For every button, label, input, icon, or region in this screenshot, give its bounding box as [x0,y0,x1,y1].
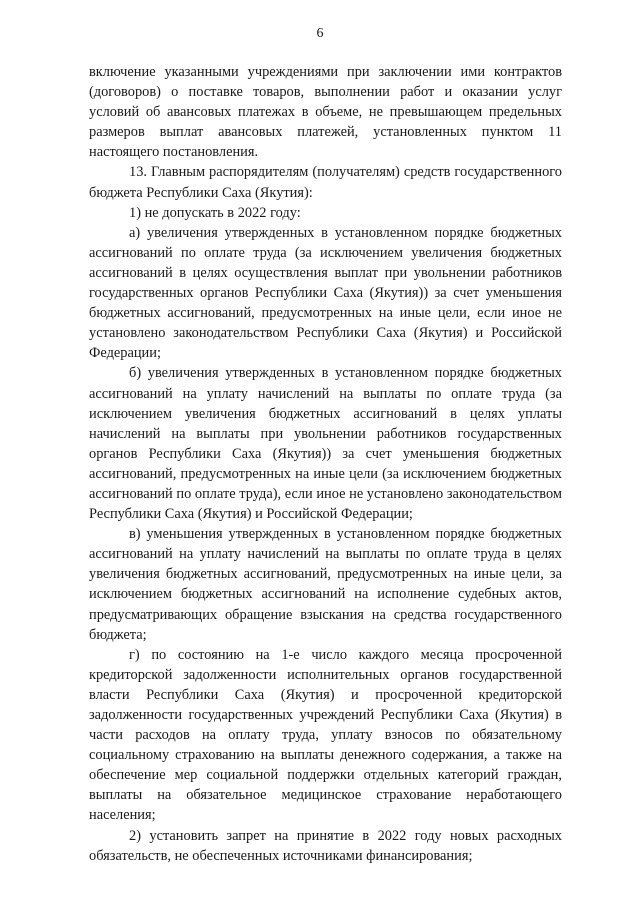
document-body [89,62,562,866]
paragraph-subitem-2: 2) установить запрет на принятие в 2022 году новых расходных обязательств, не обеспеченных источниками финансирования; [89,827,562,864]
paragraph-subitem-1: 1) не допускать в 2022 году: [129,204,301,221]
paragraph-item-13: 13. Главным распорядителям (получателям) средств государственного бюджета Республики Саха (Якутия): [89,164,562,201]
paragraph-continuation: включение указанными учреждениями при заключении ими контрактов (договоров) о поставке товаров, выполнении работ и оказании услуг условий об авансовых платежах в объеме, не превышающем предельных размеров выплат авансовых платежей, установленных пунктом 11 настоящего постановления. [89,64,562,161]
paragraph-subitem-v: в) уменьшения утвержденных в установленном порядке бюджетных ассигнований на уплату начислений на выплаты по оплате труда в целях увеличения бюджетных ассигнований, предусмотренных на иные цели, за исключением бюджетных ассигнований на исполнение судебных актов, предусматривающих обращение взыскания на средства государственного бюджета; [89,526,562,643]
paragraph-subitem-g: г) по состоянию на 1-е число каждого месяца просроченной кредиторской задолженности исполнительных органов государственной власти Республики Саха (Якутия) и просроченной кредиторской задолженности государственных учреждений Республики Саха (Якутия) в части расходов на оплату труда, уплату взносов по обязательному социальному страхованию на выплаты денежного содержания, а также на обеспечение мер социальной поддержки отдельных категорий граждан, выплаты на обязательное медицинское страхование неработающего населения; [89,646,562,824]
paragraph-subitem-b: б) увеличения утвержденных в установленном порядке бюджетных ассигнований на уплату начислений на выплаты по оплате труда (за исключением увеличения бюджетных ассигнований в целях уплаты начислений на выплаты при увольнении работников государственных органов Республики Саха (Якутия)) за счет уменьшения бюджетных ассигнований, предусмотренных на иные цели (за исключением бюджетных ассигнований по оплате труда), если иное не установлено законодательством Республики Саха (Якутия) и Российской Федерации; [89,365,562,523]
paragraph-subitem-a: а) увеличения утвержденных в установленном порядке бюджетных ассигнований по оплате труда (за исключением увеличения бюджетных ассигнований в целях осуществления выплат при увольнении работников государственных органов Республики Саха (Якутия)) за счет уменьшения бюджетных ассигнований, предусмотренных на иные цели, если иное не установлено законодательством Республики Саха (Якутия) и Российской Федерации; [89,224,562,362]
page-number: 6 [316,26,324,41]
